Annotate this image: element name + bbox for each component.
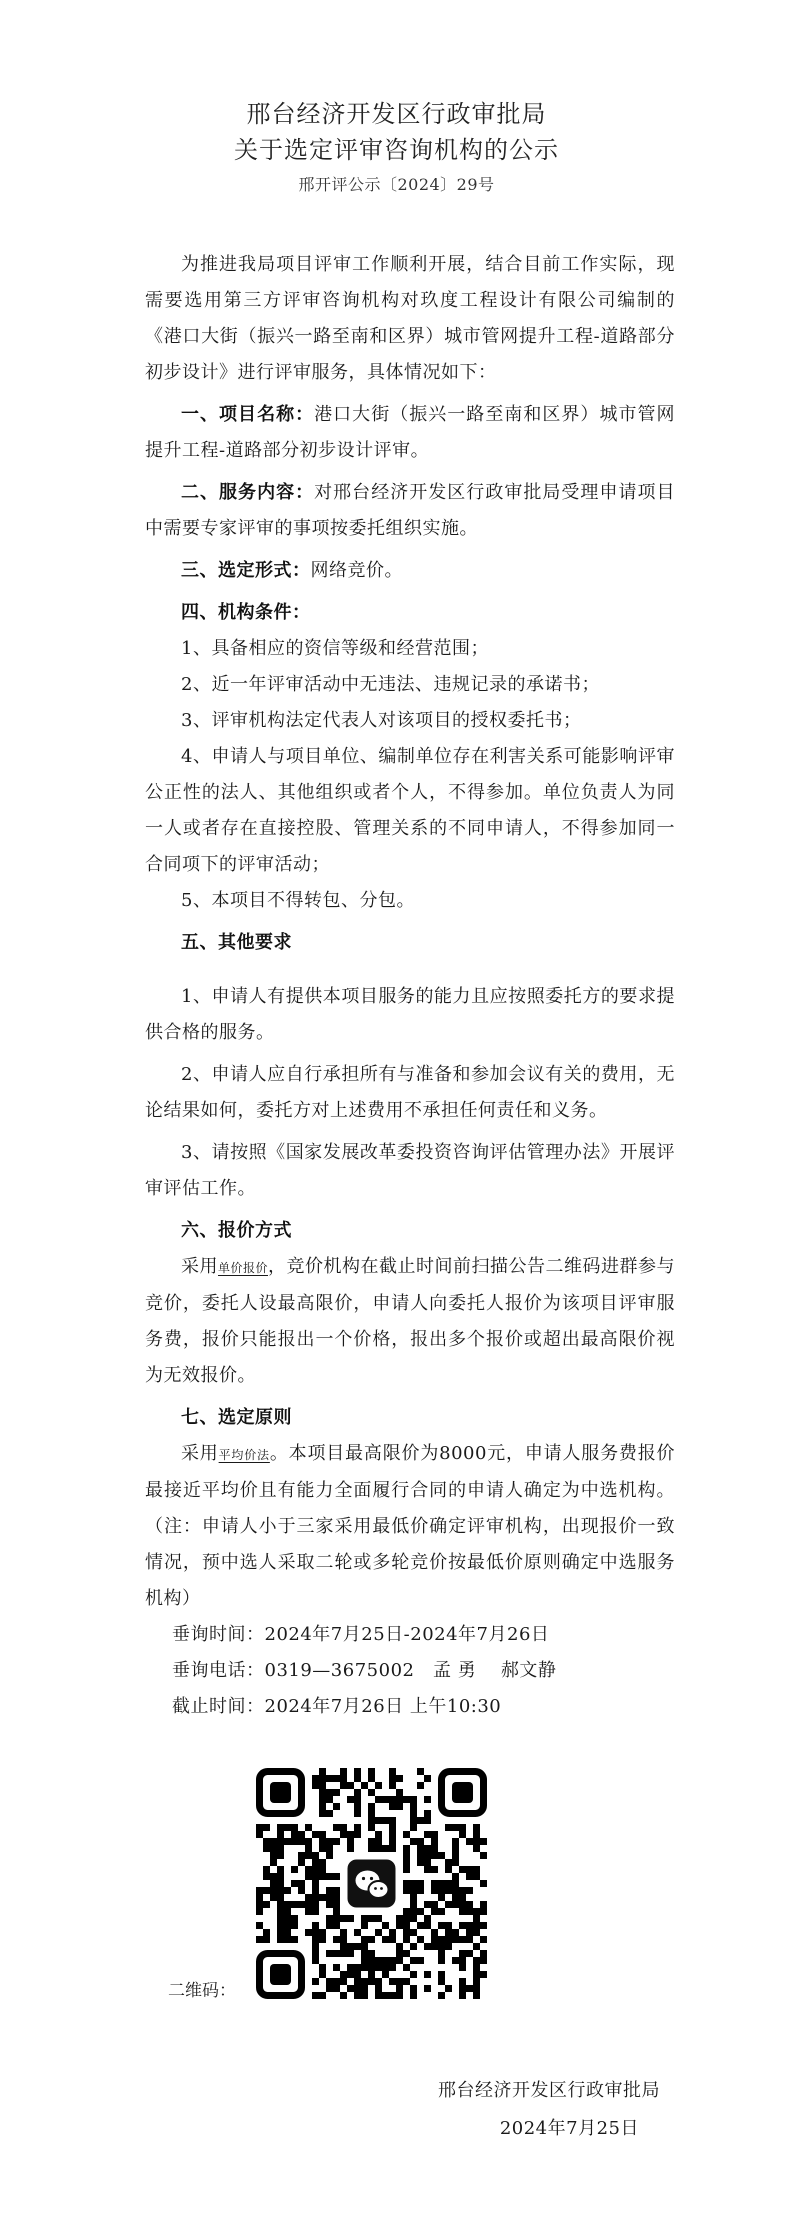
document-body <box>145 247 675 1725</box>
section-selection-form <box>145 553 675 589</box>
quote-method-paragraph <box>145 1249 675 1394</box>
signature-org: 邢台经济开发区行政审批局 <box>438 2080 660 2101</box>
deadline: 截止时间：2024年7月26日 上午10:30 <box>172 1696 502 1717</box>
text-fragment: 采用 <box>181 1443 219 1464</box>
section-heading-other: 五、其他要求 <box>181 932 292 953</box>
list-item: 1、申请人有提供本项目服务的能力且应按照委托方的要求提供合格的服务。 <box>145 986 675 1043</box>
selection-principle-paragraph <box>145 1436 675 1617</box>
section-text: 港口大街（振兴一路至南和区界）城市管网提升工程-道路部分初步设计评审。 <box>145 404 675 461</box>
intro-paragraph: 为推进我局项目评审工作顺利开展，结合目前工作实际，现需要选用第三方评审咨询机构对玖度工程设计有限公司编制的《港口大街（振兴一路至南和区界）城市管网提升工程-道路部分初步设计》进行评审服务，具体情况如下： <box>145 254 675 383</box>
section-text: 网络竞价。 <box>310 560 403 581</box>
list-item: 4、申请人与项目单位、编制单位存在利害关系可能影响评审公正性的法人、其他组织或者个人，不得参加。单位负责人为同一人或者存在直接控股、管理关系的不同申请人，不得参加同一合同项下的评审活动； <box>145 746 675 875</box>
qr-label: 二维码： <box>168 1981 236 2001</box>
document-title-line1: 邢台经济开发区行政审批局 <box>246 100 547 128</box>
text-fragment: 采用 <box>181 1256 218 1277</box>
section-heading-conditions: 四、机构条件： <box>181 602 311 623</box>
section-heading: 一、项目名称： <box>181 404 315 425</box>
section-heading-quote: 六、报价方式 <box>181 1220 292 1241</box>
underlined-term: 单价报价 <box>218 1261 269 1275</box>
section-heading: 二、服务内容： <box>181 482 315 503</box>
list-item: 2、申请人应自行承担所有与准备和参加会议有关的费用，无论结果如何，委托方对上述费用不承担任何责任和义务。 <box>145 1064 675 1121</box>
signature-date: 2024年7月25日 <box>499 2118 639 2139</box>
text-fragment: 。本项目最高限价为8000元，申请人服务费报价最接近平均价且有能力全面履行合同的申请人确定为中选机构。（注：申请人小于三家采用最低价确定评审机构，出现报价一致情况，预中选人采取二轮或多轮竞价按最低价原则确定中选服务机构） <box>145 1443 675 1609</box>
document-title-line2: 关于选定评审咨询机构的公示 <box>234 136 559 164</box>
qr-code-icon[interactable] <box>254 1766 490 2002</box>
section-heading-principle: 七、选定原则 <box>181 1407 292 1428</box>
list-item: 2、近一年评审活动中无违法、违规记录的承诺书； <box>181 674 600 695</box>
inquiry-time: 垂询时间：2024年7月25日-2024年7月26日 <box>172 1624 550 1645</box>
text-fragment: ，竞价机构在截止时间前扫描公告二维码进群参与竞价，委托人设最高限价，申请人向委托人报价为该项目评审服务费，报价只能报出一个价格，报出多个报价或超出最高限价视为无效报价。 <box>145 1256 676 1386</box>
qr-code-graphic <box>254 1766 490 2002</box>
underlined-term: 平均价法 <box>218 1448 270 1462</box>
section-text: 对邢台经济开发区行政审批局受理申请项目中需要专家评审的事项按委托组织实施。 <box>145 482 675 539</box>
list-item: 3、请按照《国家发展改革委投资咨询评估管理办法》开展评审评估工作。 <box>145 1142 675 1199</box>
section-service-content <box>145 475 675 547</box>
section-project-name <box>145 397 675 469</box>
inquiry-phone: 垂询电话：0319—3675002 孟 勇 郝文静 <box>172 1660 557 1681</box>
section-heading: 三、选定形式： <box>181 560 311 581</box>
list-item: 3、评审机构法定代表人对该项目的授权委托书； <box>181 710 582 731</box>
document-number: 邢开评公示〔2024〕29号 <box>298 175 495 194</box>
list-item: 1、具备相应的资信等级和经营范围； <box>181 638 489 659</box>
list-item: 5、本项目不得转包、分包。 <box>181 890 415 911</box>
